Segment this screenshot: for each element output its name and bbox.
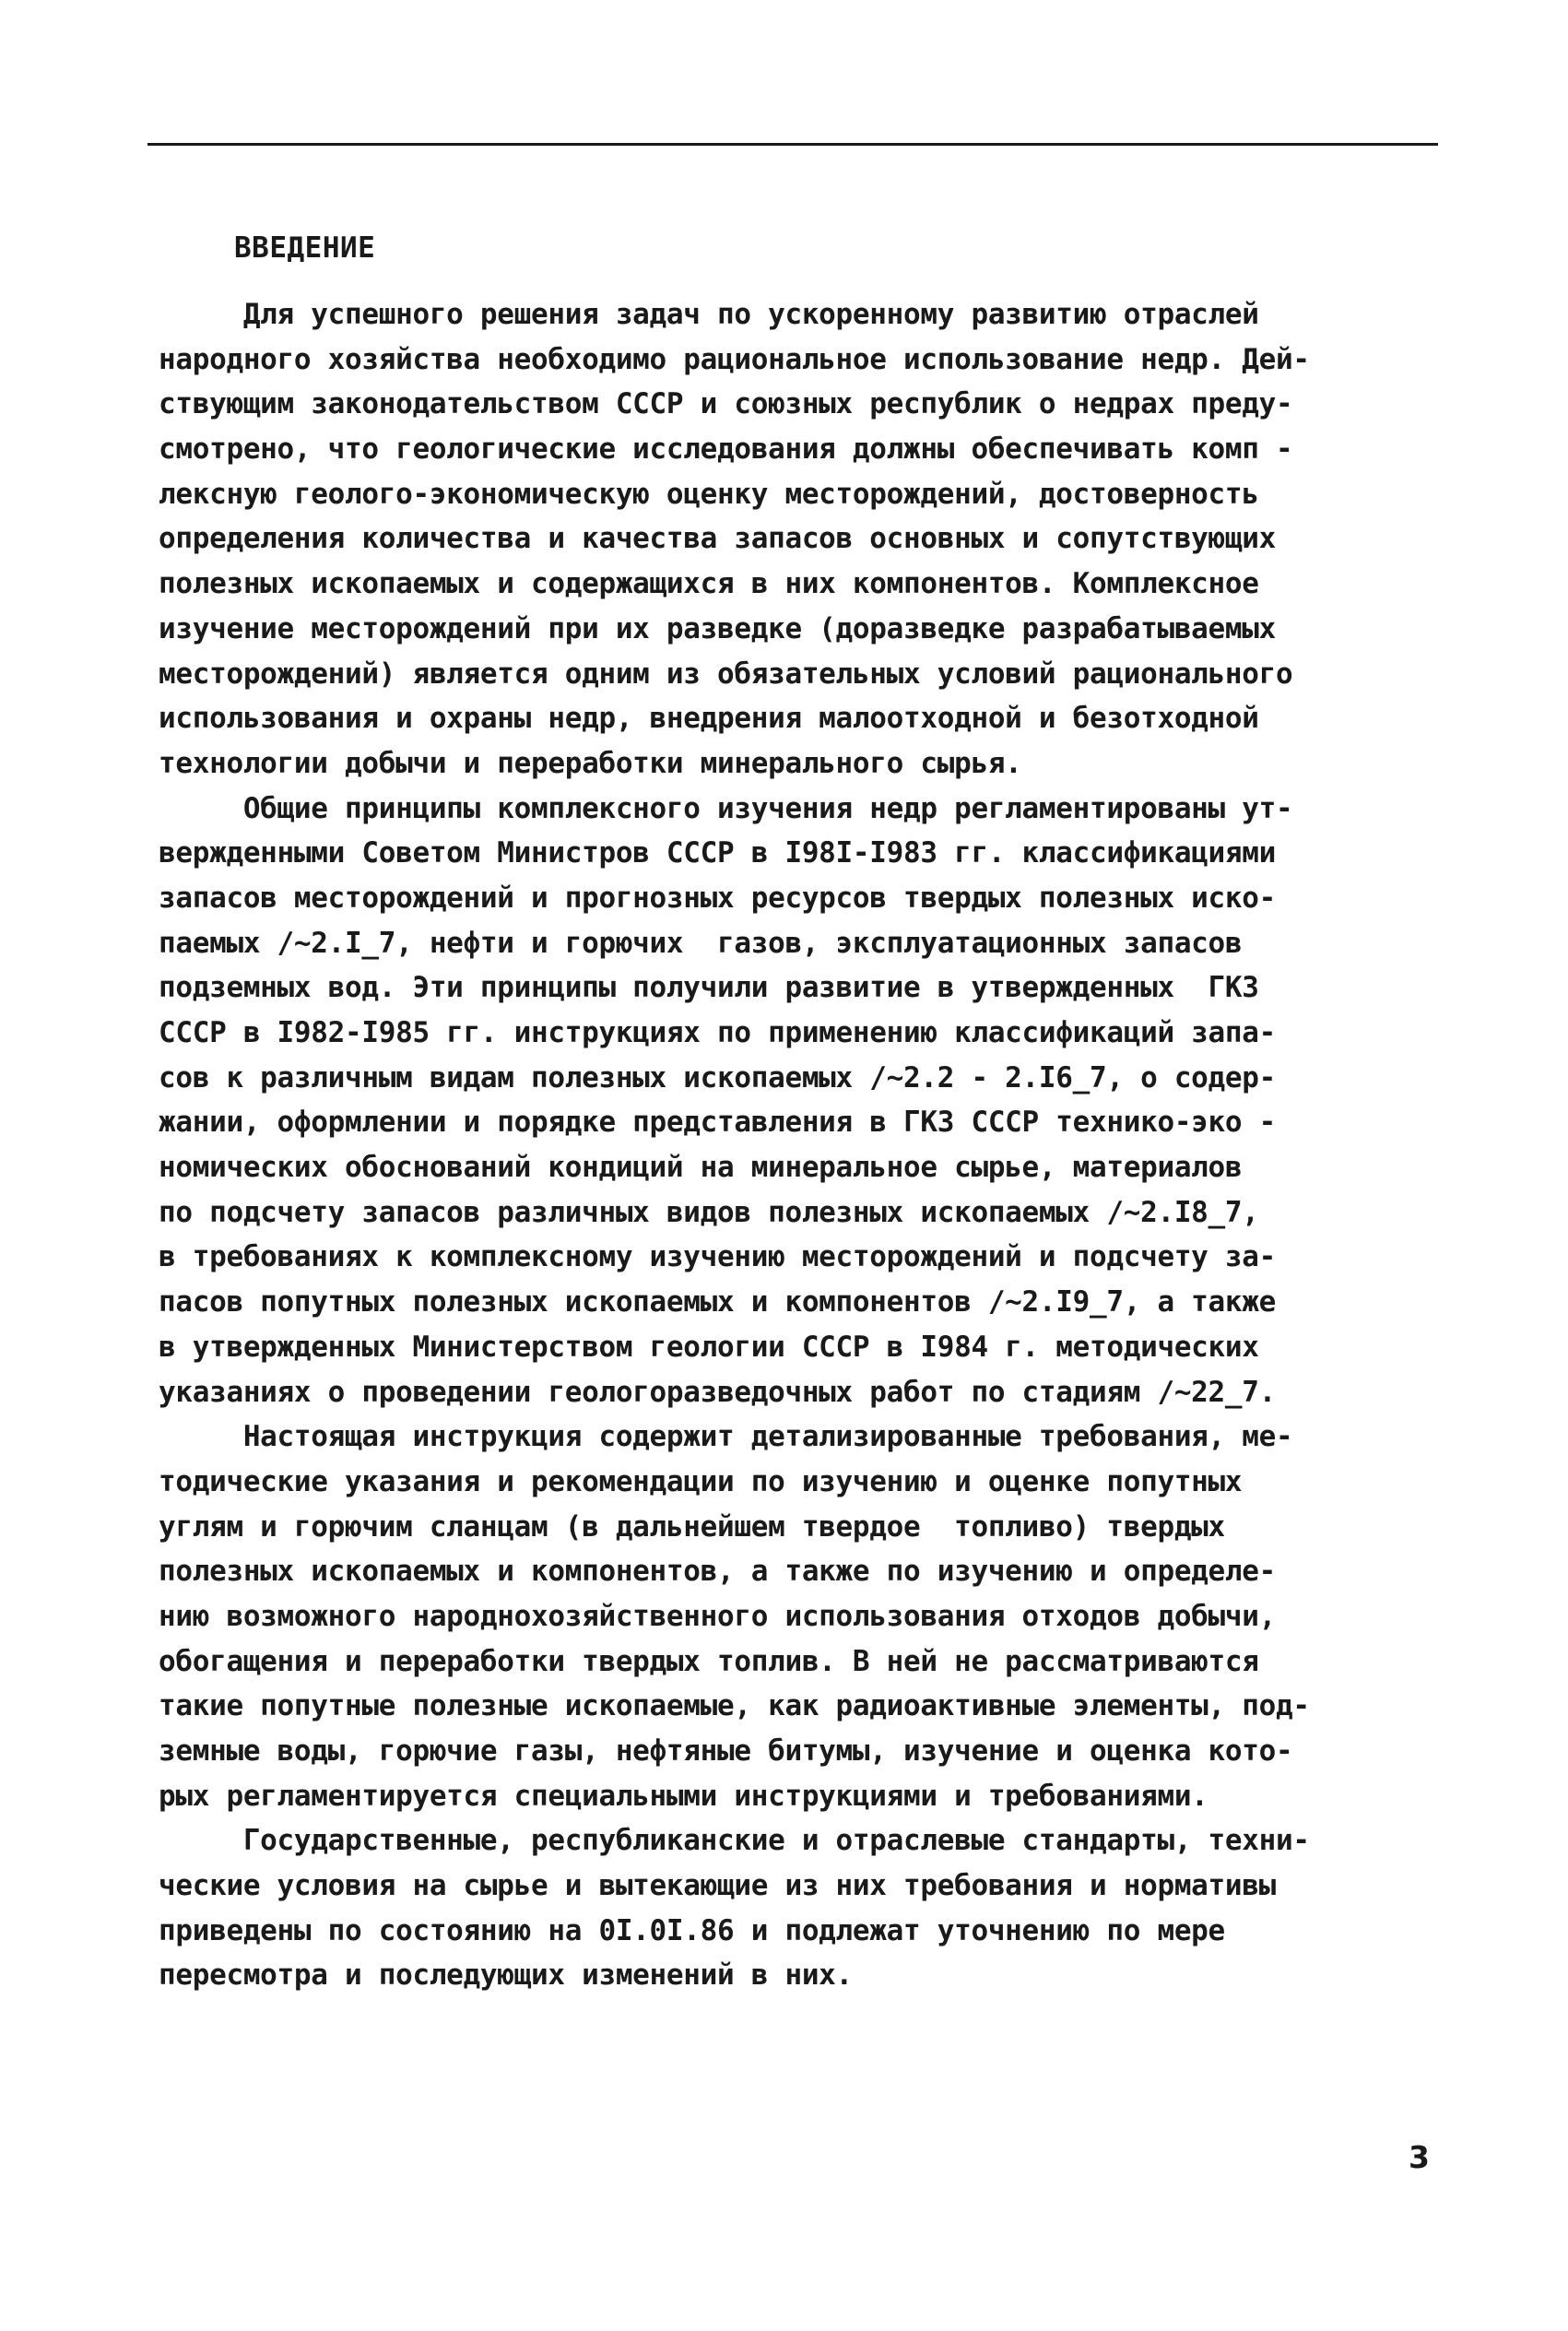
paragraph-3 — [159, 1414, 1421, 1818]
paragraph-2 — [159, 787, 1421, 1415]
text-line: в требованиях к комплексному изучению месторождений и подсчету за- — [159, 1240, 1276, 1274]
text-line: лексную геолого-экономическую оценку месторождений, достоверность — [159, 477, 1259, 511]
text-line: углям и горючим сланцам (в дальнейшем твердое топливо) твердых — [159, 1509, 1225, 1544]
text-line: полезных ископаемых и содержащихся в них компонентов. Комплексное — [159, 567, 1259, 601]
text-line: определения количества и качества запасов основных и сопутствующих — [159, 522, 1276, 556]
text-line: народного хозяйства необходимо рациональное использование недр. Дей- — [159, 342, 1310, 376]
top-rule — [147, 143, 1438, 146]
text-line: земные воды, горючие газы, нефтяные битумы, изучение и оценка кото- — [159, 1734, 1293, 1768]
text-line: использования и охраны недр, внедрения малоотходной и безотходной — [159, 702, 1259, 736]
text-line: Государственные, республиканские и отраслевые стандарты, техни- — [159, 1824, 1310, 1858]
text-line: вержденными Советом Министров СССР в I98I-I983 гг. классификациями — [159, 836, 1276, 870]
text-line: Общие принципы комплексного изучения недр регламентированы ут- — [159, 791, 1293, 825]
text-line: такие попутные полезные ископаемые, как радиоактивные элементы, под- — [159, 1689, 1310, 1723]
text-line: указаниях о проведении геологоразведочных работ по стадиям /~22_7. — [159, 1375, 1276, 1409]
text-line: сов к различным видам полезных ископаемых /~2.2 - 2.I6_7, о содер- — [159, 1060, 1276, 1095]
paragraphs — [159, 292, 1421, 1998]
text-line: в утвержденных Министерством геологии СССР в I984 г. методических — [159, 1330, 1259, 1364]
document-body — [159, 226, 1421, 1998]
text-line: пересмотра и последующих изменений в них. — [159, 1958, 853, 1993]
text-line: нию возможного народнохозяйственного использования отходов добычи, — [159, 1599, 1276, 1633]
paragraph-1 — [159, 292, 1421, 787]
text-line: запасов месторождений и прогнозных ресурсов твердых полезных иско- — [159, 881, 1276, 915]
text-line: Настоящая инструкция содержит детализированные требования, ме- — [159, 1420, 1293, 1454]
text-line: Для успешного решения задач по ускоренному развитию отраслей — [159, 298, 1259, 331]
text-line: пасов попутных полезных ископаемых и компонентов /~2.I9_7, а также — [159, 1285, 1276, 1319]
text-line: обогащения и переработки твердых топлив. В ней не рассматриваются — [159, 1644, 1259, 1678]
text-line: по подсчету запасов различных видов полезных ископаемых /~2.I8_7, — [159, 1195, 1259, 1229]
text-line: паемых /~2.I_7, нефти и горючих газов, эксплуатационных запасов — [159, 926, 1243, 960]
text-line: приведены по состоянию на 0I.0I.86 и подлежат уточнению по мере — [159, 1913, 1225, 1947]
paragraph-4 — [159, 1818, 1421, 1998]
text-line: полезных ископаемых и компонентов, а также по изучению и определе- — [159, 1555, 1276, 1589]
text-line: ческие условия на сырье и вытекающие из них требования и нормативы — [159, 1869, 1276, 1903]
page-number: 3 — [1409, 2139, 1430, 2175]
text-line: изучение месторождений при их разведке (доразведке разрабатываемых — [159, 611, 1276, 645]
text-line: жании, оформлении и порядке представления в ГКЗ СССР технико-эко - — [159, 1106, 1276, 1140]
text-line: технологии добычи и переработки минерального сырья. — [159, 746, 1022, 780]
section-heading: ВВЕДЕНИЕ — [234, 231, 376, 265]
text-line: номических обоснований кондиций на минеральное сырье, материалов — [159, 1151, 1243, 1185]
text-line: смотрено, что геологические исследования должны обеспечивать комп - — [159, 432, 1293, 467]
text-line: СССР в I982-I985 гг. инструкциях по применению классификаций запа- — [159, 1016, 1276, 1049]
text-line: месторождений) является одним из обязательных условий рационального — [159, 657, 1293, 691]
text-line: подземных вод. Эти принципы получили развитие в утвержденных ГКЗ — [159, 971, 1259, 1005]
text-line: рых регламентируется специальными инструкциями и требованиями. — [159, 1779, 1208, 1813]
text-line: тодические указания и рекомендации по изучению и оценке попутных — [159, 1464, 1243, 1498]
text-line: ствующим законодательством СССР и союзных республик о недрах преду- — [159, 387, 1293, 421]
